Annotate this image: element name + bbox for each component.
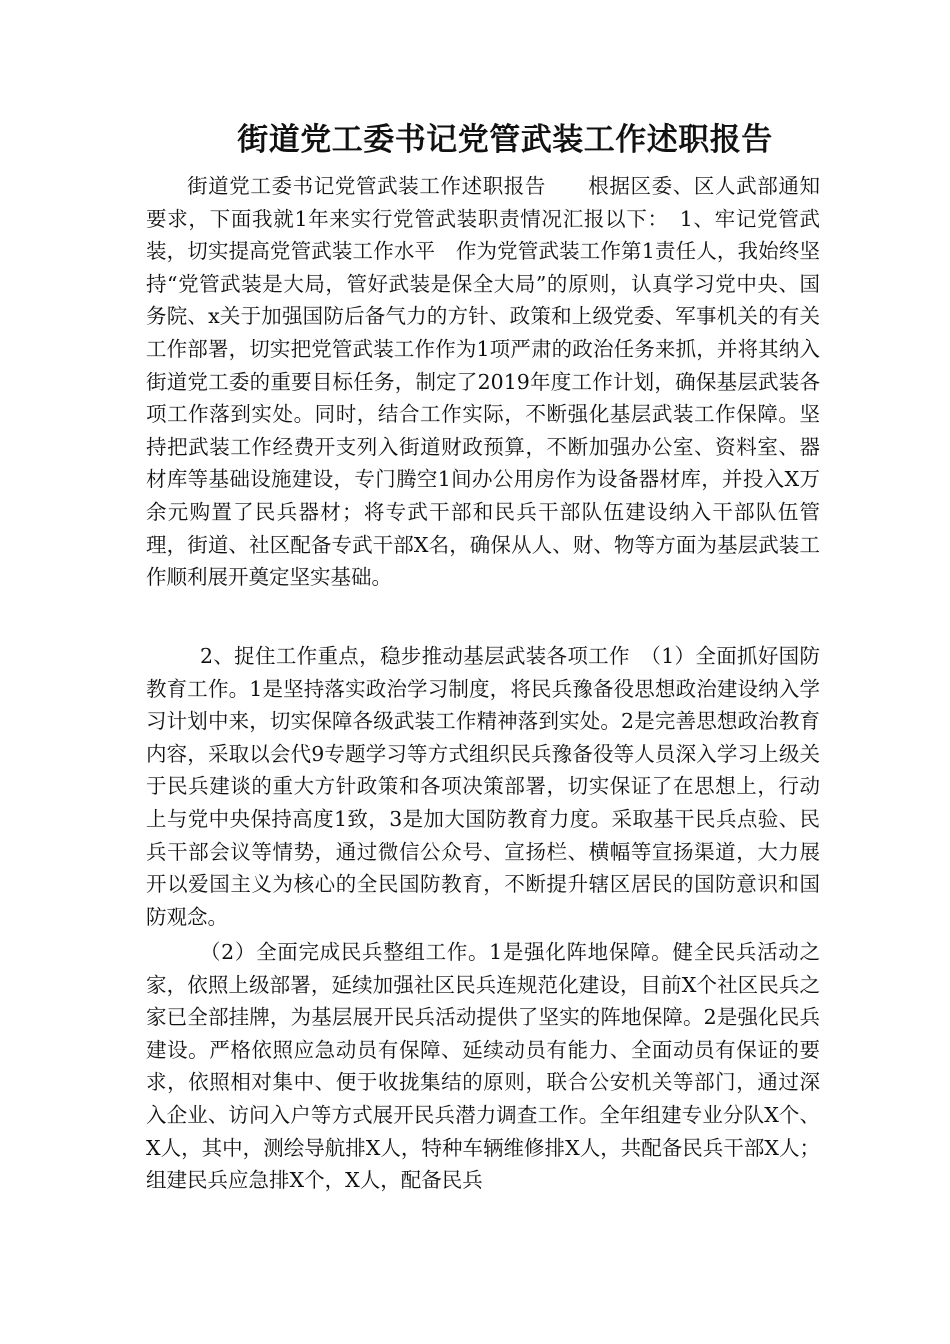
paragraph-3: （2）全面完成民兵整组工作。1是强化阵地保障。健全民兵活动之家，依照上级部署，延续加强社区民兵连规范化建设，目前X个社区民兵之家已全部挂牌，为基层展开民兵活动提供了坚实的阵地保障。2是强化民兵建设。严格依照应急动员有保障、延续动员有能力、全面动员有保证的要求，依照相对集中、便于收拢集结的原则，联合公安机关等部门，通过深入企业、访问入户等方式展开民兵潜力调查工作。全年组建专业分队X个、X人，其中，测绘导航排X人，特种车辆维修排X人，共配备民兵干部X人；组建民兵应急排X个，X人，配备民兵 <box>146 940 820 1193</box>
paragraph-1: 街道党工委书记党管武装工作述职报告 根据区委、区人武部通知要求，下面我就1年来实行党管武装职责情况汇报以下： 1、牢记党管武装，切实提高党管武装工作水平 作为党管武装工作第1责任人，我始终坚持“党管武装是大局，管好武装是保全大局”的原则，认真学习党中央、国务院、x关于加强国防后备气力的方针、政策和上级党委、军事机关的有关工作部署，切实把党管武装工作作为1项严肃的政治任务来抓，并将其纳入街道党工委的重要目标任务，制定了2019年度工作计划，确保基层武装各项工作落到实处。同时，结合工作实际，不断强化基层武装工作保障。坚持把武装工作经费开支列入街道财政预算，不断加强办公室、资料室、器材库等基础设施建设，专门腾空1间办公用房作为设备器材库，并投入X万余元购置了民兵器材；将专武干部和民兵干部队伍建设纳入干部队伍管理，街道、社区配备专武干部X名，确保从人、财、物等方面为基层武装工作顺利展开奠定坚实基础。 <box>146 174 820 590</box>
paragraph-2: 2、捉住工作重点，稳步推动基层武装各项工作 （1）全面抓好国防教育工作。1是坚持落实政治学习制度，将民兵豫备役思想政治建设纳入学习计划中来，切实保障各级武装工作精神落到实处。2是完善思想政治教育内容，采取以会代9专题学习等方式组织民兵豫备役等人员深入学习上级关于民兵建谈的重大方针政策和各项决策部署，切实保证了在思想上，行动上与党中央保持高度1致，3是加大国防教育力度。采取基干民兵点验、民兵干部会议等情势，通过微信公众号、宣扬栏、横幅等宣扬渠道，大力展开以爱国主义为核心的全民国防教育，不断提升辖区居民的国防意识和国防观念。 <box>146 644 820 929</box>
document-title: 街道党工委书记党管武装工作述职报告 <box>237 122 773 158</box>
